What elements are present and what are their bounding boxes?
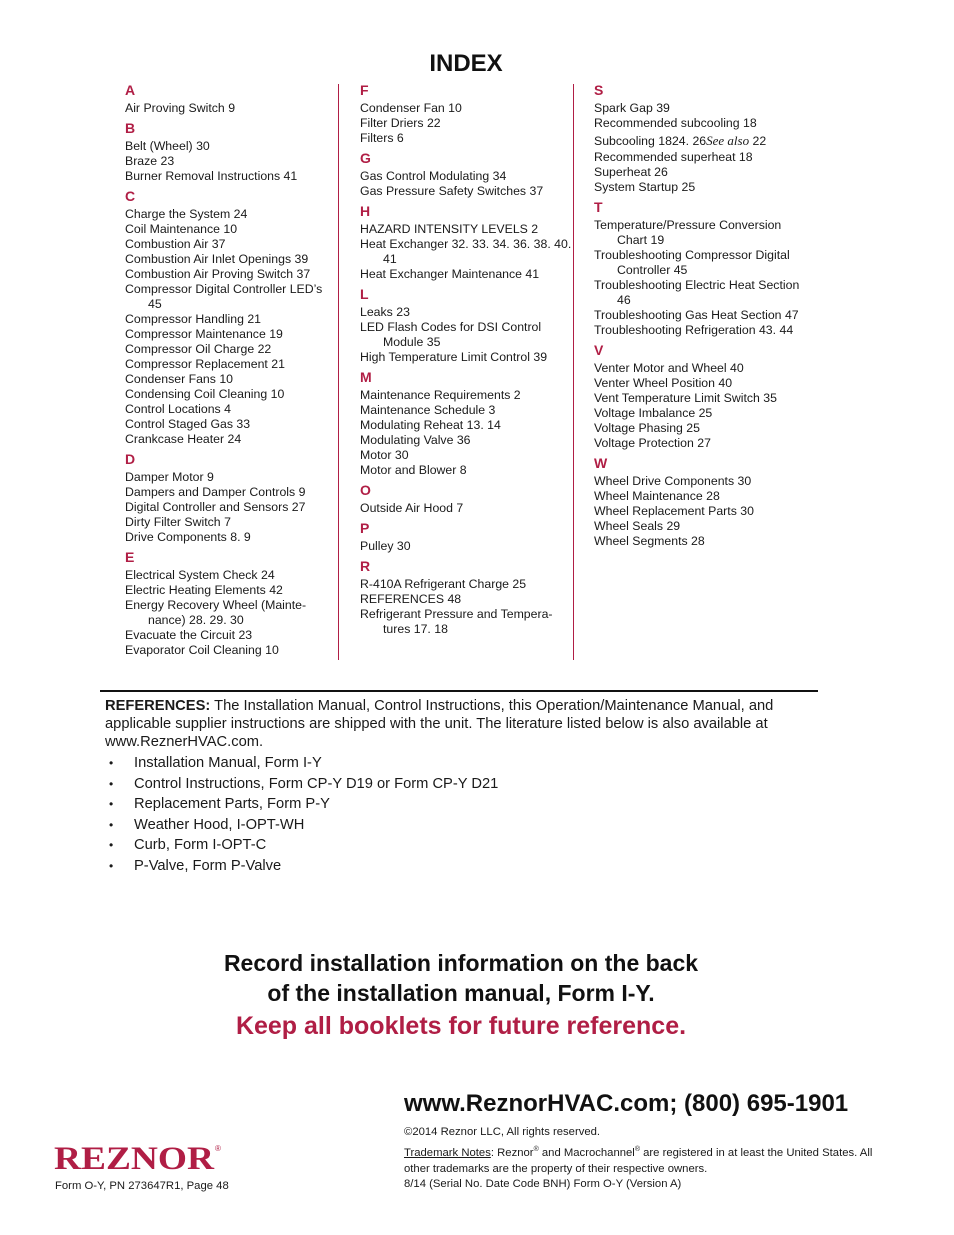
index-entry: Vent Temperature Limit Switch 35 [594, 391, 777, 405]
index-entry: REFERENCES 48 [360, 592, 462, 606]
index-entry: Motor and Blower 8 [360, 463, 467, 477]
index-letter-heading: B [125, 120, 136, 136]
trademark-notes [404, 1142, 874, 1177]
index-entry: Wheel Replacement Parts 30 [594, 504, 754, 518]
bullet-icon: • [109, 838, 114, 853]
index-entry: Electric Heating Elements 42 [125, 583, 283, 597]
index-entry: Voltage Imbalance 25 [594, 406, 713, 420]
index-entry: Wheel Segments 28 [594, 534, 705, 548]
record-line-2: of the installation manual, Form I-Y. [267, 980, 655, 1006]
index-entry: Filters 6 [360, 131, 404, 145]
index-letter-heading: V [594, 342, 604, 358]
index-entry: Modulating Valve 36 [360, 433, 471, 447]
index-entry: Motor 30 [360, 448, 409, 462]
bullet-icon: • [109, 797, 114, 812]
index-entry: Heat Exchanger Maintenance 41 [360, 267, 540, 281]
index-letter-heading: E [125, 549, 135, 565]
index-entry: HAZARD INTENSITY LEVELS 2 [360, 222, 539, 236]
record-notice [0, 948, 922, 1008]
index-letter-heading: C [125, 188, 136, 204]
index-letter-heading: A [125, 82, 136, 98]
reference-item-text: Weather Hood, I-OPT-WH [134, 816, 305, 833]
website-phone: www.ReznorHVAC.com; (800) 695-1901 [404, 1090, 849, 1117]
index-entry: Voltage Phasing 25 [594, 421, 700, 435]
index-entry: System Startup 25 [594, 180, 696, 194]
index-entry: Condenser Fan 10 [360, 101, 462, 115]
index-entry: Troubleshooting Refrigeration 43. 44 [594, 323, 794, 337]
reznor-logo [54, 1141, 224, 1173]
index-entry: Recommended subcooling 18 [594, 116, 757, 130]
index-entry: Dirty Filter Switch 7 [125, 515, 231, 529]
logo-wordmark: REZNOR [54, 1141, 216, 1173]
index-letter-heading: T [594, 199, 603, 215]
index-entry: Combustion Air Inlet Openings 39 [125, 252, 309, 266]
index-entry: Maintenance Schedule 3 [360, 403, 496, 417]
references-list [105, 753, 805, 877]
index-entry: Electrical System Check 24 [125, 568, 275, 582]
index-letter-heading: P [360, 520, 370, 536]
index-entry: Wheel Drive Components 30 [594, 474, 752, 488]
index-letter-heading: W [594, 455, 608, 471]
bullet-icon: • [109, 756, 114, 770]
column-divider [338, 84, 339, 660]
index-entry: Heat Exchanger 32. 33. 34. 36. 38. 40. 41 [360, 237, 572, 266]
index-entry: Condensing Coil Cleaning 10 [125, 387, 285, 401]
index-entry: Condenser Fans 10 [125, 372, 234, 386]
index-entry: Venter Wheel Position 40 [594, 376, 733, 390]
index-entry: Compressor Digital Controller LED’s 45 [125, 282, 323, 311]
reference-item-text: Curb, Form I-OPT-C [134, 837, 267, 854]
bullet-icon: • [109, 817, 114, 832]
index-entry: Drive Components 8. 9 [125, 530, 251, 544]
bullet-icon: • [109, 776, 114, 791]
index-entry: Burner Removal Instructions 41 [125, 169, 298, 183]
index-entry [594, 133, 812, 149]
registered-mark: ® [533, 1146, 539, 1153]
index-entry: Compressor Handling 21 [125, 312, 262, 326]
index-entry: Air Proving Switch 9 [125, 101, 236, 115]
index-entry: Combustion Air Proving Switch 37 [125, 267, 311, 281]
index-entry: Combustion Air 37 [125, 237, 226, 251]
references-body: The Installation Manual, Control Instructions, this Operation/Maintenance Manual, and applicable supplier instructions are shipped with the unit. The literature listed below is also available at www.ReznerHVAC.com. [105, 698, 774, 750]
index-entry: Evaporator Coil Cleaning 10 [125, 643, 279, 657]
reference-item-text: P-Valve, Form P-Valve [134, 857, 282, 874]
reference-item [105, 774, 805, 795]
index-entry: Braze 23 [125, 154, 175, 168]
see-also-text: See also [706, 133, 750, 148]
index-letter-heading: L [360, 286, 369, 302]
index-entry: Evacuate the Circuit 23 [125, 628, 253, 642]
index-letter-heading: D [125, 451, 136, 467]
index-entry: Gas Control Modulating 34 [360, 169, 507, 183]
index-entry: Energy Recovery Wheel (Mainte- nance) 28. 29. 30 [125, 598, 307, 627]
index-entry: Troubleshooting Electric Heat Section 46 [594, 278, 800, 307]
record-line-1: Record installation information on the back [223, 950, 699, 976]
trademark-text-a: : Reznor [490, 1146, 534, 1159]
reference-item [105, 856, 805, 877]
copyright: ©2014 Reznor LLC, All rights reserved. [404, 1126, 601, 1138]
index-entry: Venter Motor and Wheel 40 [594, 361, 744, 375]
references-rule [100, 690, 818, 692]
index-entry: Compressor Replacement 21 [125, 357, 285, 371]
reference-item [105, 815, 805, 836]
registered-mark: ® [634, 1146, 640, 1153]
trademark-label: Trademark Notes [404, 1146, 491, 1159]
trademark-text-c: are registered in at least the United States. All other trademarks are the property of their respective owners. [404, 1146, 873, 1175]
index-entry: Recommended superheat 18 [594, 150, 753, 164]
column-divider [573, 84, 574, 660]
index-entry: Spark Gap 39 [594, 101, 670, 115]
reference-item-text: Control Instructions, Form CP-Y D19 or Form CP-Y D21 [134, 775, 499, 792]
index-entry: Dampers and Damper Controls 9 [125, 485, 306, 499]
index-entry: Leaks 23 [360, 305, 410, 319]
index-entry: Wheel Seals 29 [594, 519, 681, 533]
index-letter-heading: G [360, 150, 371, 166]
index-entry: Wheel Maintenance 28 [594, 489, 720, 503]
index-entry: Outside Air Hood 7 [360, 501, 464, 515]
serial-code: 8/14 (Serial No. Date Code BNH) Form O-Y (Version A) [404, 1178, 682, 1190]
reference-item [105, 794, 805, 815]
index-title: INDEX [429, 50, 503, 77]
bullet-icon: • [109, 858, 114, 873]
index-entry: Superheat 26 [594, 165, 668, 179]
index-entry: Filter Driers 22 [360, 116, 441, 130]
index-entry: Digital Controller and Sensors 27 [125, 500, 306, 514]
index-letter-heading: R [360, 558, 371, 574]
form-number: Form O-Y, PN 273647R1, Page 48 [55, 1180, 229, 1192]
index-entry: R-410A Refrigerant Charge 25 [360, 577, 527, 591]
index-letter-heading: O [360, 482, 371, 498]
index-entry: Pulley 30 [360, 539, 411, 553]
index-entry: Compressor Maintenance 19 [125, 327, 283, 341]
index-entry: Modulating Reheat 13. 14 [360, 418, 501, 432]
reference-item [105, 835, 805, 856]
reference-item-text: Replacement Parts, Form P-Y [134, 796, 330, 813]
reference-item [105, 753, 805, 774]
index-entry: Compressor Oil Charge 22 [125, 342, 272, 356]
index-entry-page: 22 [749, 134, 767, 148]
index-column-3 [594, 82, 812, 549]
references-paragraph [105, 697, 819, 751]
references-heading: REFERENCES: [105, 698, 211, 714]
index-letter-heading: S [594, 82, 604, 98]
index-entry: Gas Pressure Safety Switches 37 [360, 184, 544, 198]
trademark-text-b: and Macrochannel [538, 1146, 635, 1159]
index-entry: High Temperature Limit Control 39 [360, 350, 548, 364]
index-entry: Control Staged Gas 33 [125, 417, 251, 431]
index-entry: Damper Motor 9 [125, 470, 214, 484]
index-entry: Voltage Protection 27 [594, 436, 711, 450]
index-entry: Belt (Wheel) 30 [125, 139, 210, 153]
logo-registered-mark: ® [215, 1144, 221, 1153]
index-entry: LED Flash Codes for DSI Control Module 35 [360, 320, 542, 349]
index-entry: Refrigerant Pressure and Tempera- tures 17. 18 [360, 607, 553, 636]
index-entry: Troubleshooting Gas Heat Section 47 [594, 308, 799, 322]
index-entry: Troubleshooting Compressor Digital Controller 45 [594, 248, 790, 277]
index-letter-heading: M [360, 369, 372, 385]
reference-item-text: Installation Manual, Form I-Y [134, 755, 322, 771]
index-entry: Maintenance Requirements 2 [360, 388, 521, 402]
index-letter-heading: F [360, 82, 369, 98]
index-entry: Coil Maintenance 10 [125, 222, 238, 236]
index-entry: Charge the System 24 [125, 207, 248, 221]
index-entry: Control Locations 4 [125, 402, 231, 416]
index-column-1 [125, 82, 337, 658]
index-letter-heading: H [360, 203, 371, 219]
keep-notice: Keep all booklets for future reference. [235, 1012, 687, 1040]
index-entry-text: Subcooling 1824. 26 [594, 134, 707, 148]
index-entry: Temperature/Pressure Conversion Chart 19 [594, 218, 782, 247]
index-entry: Crankcase Heater 24 [125, 432, 242, 446]
index-column-2 [360, 82, 572, 637]
